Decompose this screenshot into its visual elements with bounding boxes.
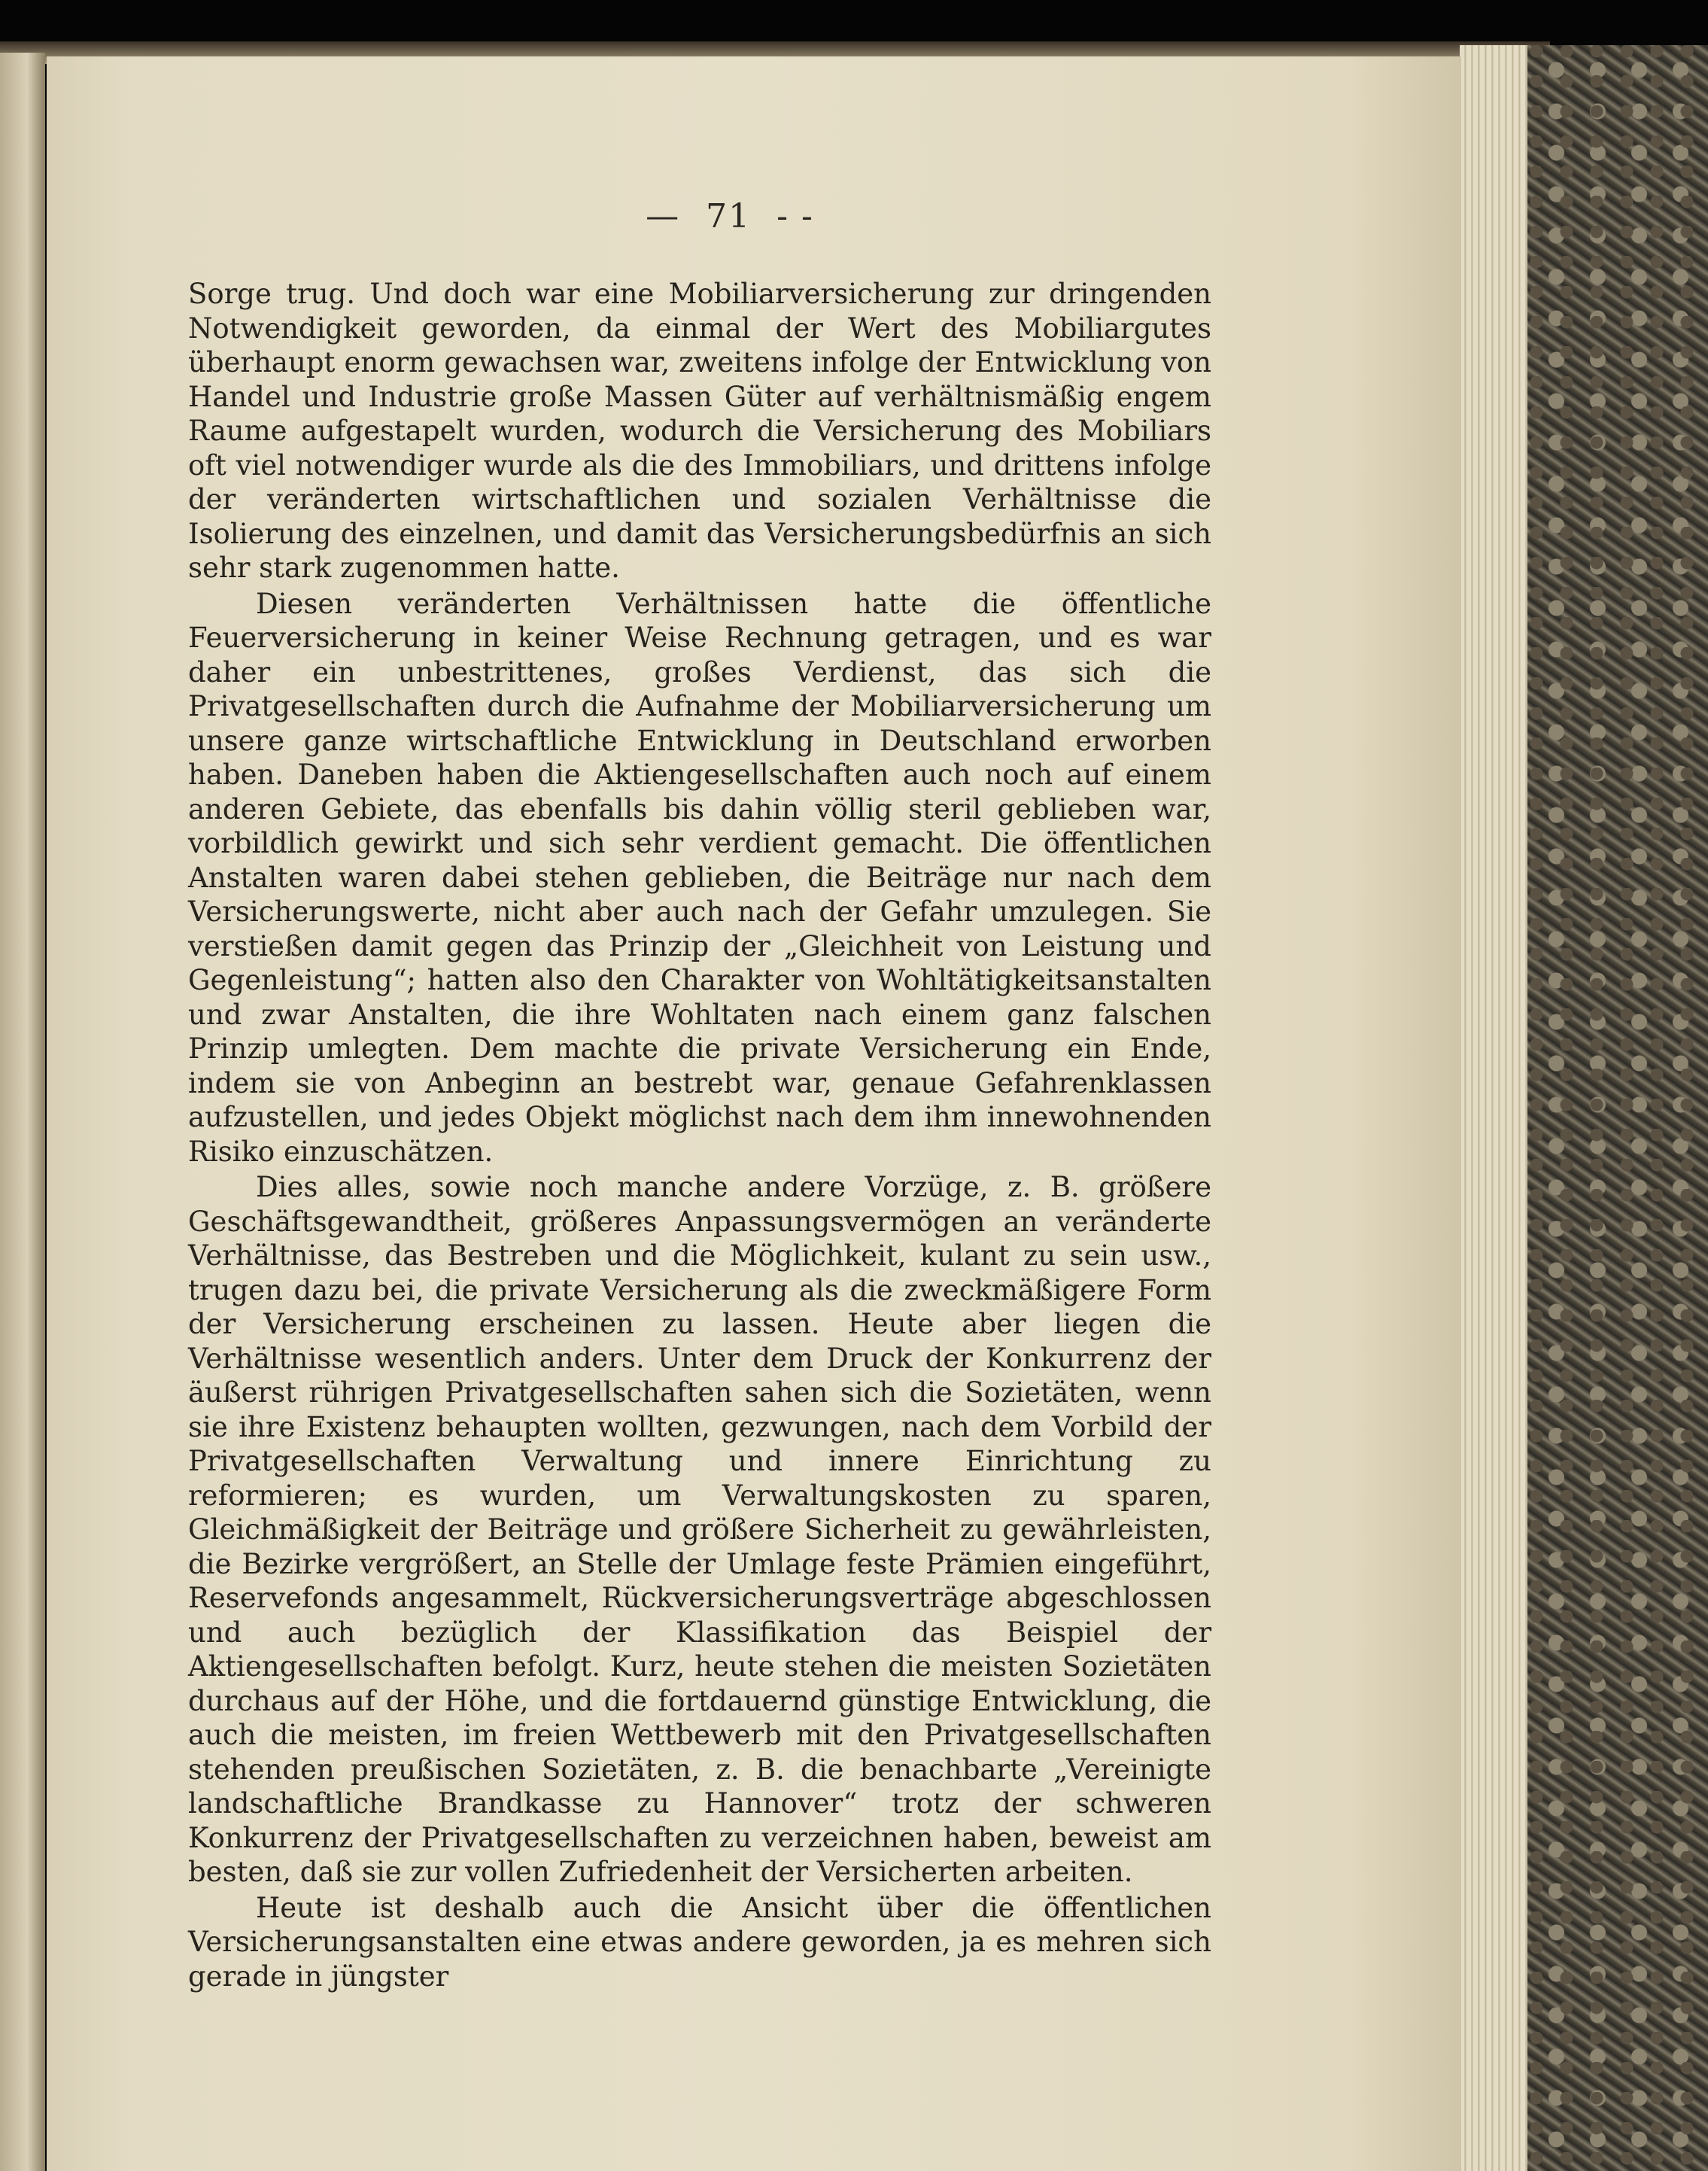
- body-text: [188, 277, 1211, 1993]
- page-stack-edge: [1460, 45, 1527, 2171]
- facing-page-edge: [0, 53, 45, 2171]
- paragraph: Sorge trug. Und doch war eine Mobiliarversicherung zur dringenden Notwendigkeit geworden, da einmal der Wert des Mobiliargutes überhaupt enorm gewachsen war, zweitens infolge der Entwicklung von Handel und Industrie große Massen Güter auf verhältnismäßig engem Raume aufgestapelt wurden, wodurch die Versicherung des Mobiliars oft viel notwendiger wurde als die des Immobiliars, und drittens infolge der veränderten wirtschaftlichen und sozialen Verhältnisse die Isolierung des einzelnen, und damit das Versicherungsbedürfnis an sich sehr stark zugenommen hatte.: [188, 278, 1211, 584]
- header-dash-left: —: [646, 197, 681, 236]
- paragraph: Dies alles, sowie noch manche andere Vorzüge, z. B. größere Geschäftsgewandtheit, größeres Anpassungsvermögen an veränderte Verhältnisse, das Bestreben und die Möglichkeit, kulant zu sein usw., trugen dazu bei, die private Versicherung als die zweckmäßigere Form der Versicherung erscheinen zu lassen. Heute aber liegen die Verhältnisse wesentlich anders. Unter dem Druck der Konkurrenz der äußerst rührigen Privatgesellschaften sahen sich die Sozietäten, wenn sie ihre Existenz behaupten wollten, gezwungen, nach dem Vorbild der Privatgesellschaften Verwaltung und innere Einrichtung zu reformieren; es wurden, um Verwaltungskosten zu sparen, Gleichmäßigkeit der Beiträge und größere Sicherheit zu gewährleisten, die Bezirke vergrößert, an Stelle der Umlage feste Prämien eingeführt, Reservefonds angesammelt, Rückversicherungsverträge abgeschlossen und auch bezüglich der Klassifikation das Beispiel der Aktiengesellschaften befolgt. Kurz, heute stehen die meisten Sozietäten durchaus auf der Höhe, und die fortdauernd günstige Entwicklung, die auch die meisten, im freien Wettbewerb mit den Privatgesellschaften stehenden preußischen Sozietäten, z. B. die benachbarte „Vereinigte landschaftliche Brandkasse zu Hannover“ trotz der schweren Konkurrenz der Privatgesellschaften zu verzeichnen haben, beweist am besten, daß sie zur vollen Zufriedenheit der Versicherten arbeiten.: [188, 1171, 1211, 1888]
- marbled-cover-board: [1527, 45, 1708, 2171]
- paragraph: Heute ist deshalb auch die Ansicht über die öffentlichen Versicherungsanstalten eine etwas andere geworden, ja es mehren sich gerade in jüngster: [188, 1891, 1211, 1993]
- page-number: 71: [706, 197, 752, 236]
- page-header: [0, 197, 1460, 236]
- paragraph: Diesen veränderten Verhältnissen hatte die öffentliche Feuerversicherung in keiner Weise Rechnung getragen, und es war daher ein unbestrittenes, großes Verdienst, das sich die Privatgesellschaften durch die Aufnahme der Mobiliarversicherung um unsere ganze wirtschaftliche Entwicklung in Deutschland erworben haben. Daneben haben die Aktiengesellschaften auch noch auf einem anderen Gebiete, das ebenfalls bis dahin völlig steril geblieben war, vorbildlich gewirkt und sich sehr verdient gemacht. Die öffentlichen Anstalten waren dabei stehen geblieben, die Beiträge nur nach dem Versicherungswerte, nicht aber auch nach der Gefahr umzulegen. Sie verstießen damit gegen das Prinzip der „Gleichheit von Leistung und Gegenleistung“; hatten also den Charakter von Wohltätigkeitsanstalten und zwar Anstalten, die ihre Wohltaten nach einem ganz falschen Prinzip umlegten. Dem machte die private Versicherung ein Ende, indem sie von Anbeginn an bestrebt war, genaue Gefahrenklassen aufzustellen, und jedes Objekt möglichst nach dem ihm innewohnenden Risiko einzuschätzen.: [188, 587, 1211, 1168]
- header-dash-right: - -: [777, 197, 814, 236]
